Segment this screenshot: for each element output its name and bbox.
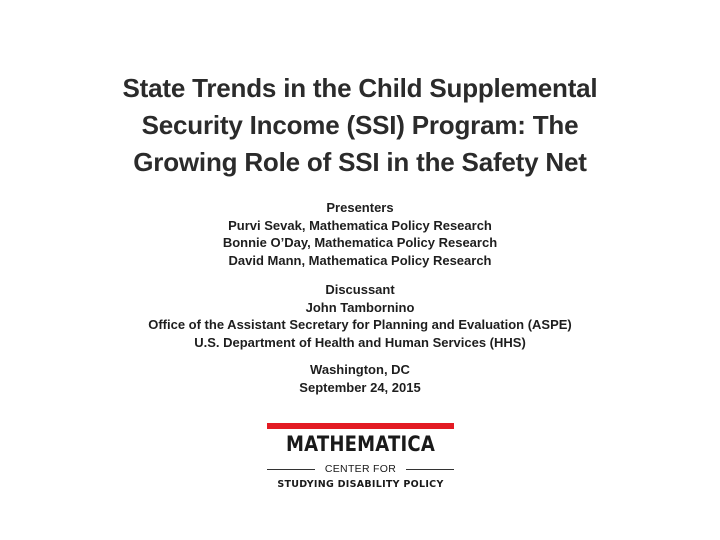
- mathematica-logo: [267, 423, 454, 495]
- location-date: September 24, 2015: [299, 379, 421, 395]
- discussant-affiliation-1: Office of the Assistant Secretary for Planning and Evaluation (ASPE): [148, 317, 572, 333]
- discussant-name: John Tambornino: [305, 299, 415, 315]
- logo-rule-left: [267, 469, 315, 470]
- presenter-2: Bonnie O’Day, Mathematica Policy Research: [222, 235, 498, 251]
- slide-title: [40, 70, 680, 181]
- discussant-affiliation-2: U.S. Department of Health and Human Services (HHS): [194, 334, 526, 350]
- presenters-section: [20, 199, 700, 269]
- logo-accent-bar: [267, 423, 454, 429]
- logo-rule-right: [406, 469, 454, 470]
- discussant-heading: Discussant: [325, 282, 395, 297]
- logo-wordmark: MATHEMATICA: [285, 432, 436, 456]
- logo-policy-text: STUDYING DISABILITY POLICY: [277, 479, 444, 490]
- location-section: [20, 361, 700, 396]
- location-city: Washington, DC: [310, 362, 410, 377]
- slide-title-line-2: Security Income (SSI) Program: The: [141, 110, 579, 140]
- presenter-1: Purvi Sevak, Mathematica Policy Research: [228, 217, 492, 233]
- slide-title-line-3: Growing Role of SSI in the Safety Net: [133, 147, 587, 177]
- logo-center-for-text: CENTER FOR: [324, 463, 397, 475]
- presenter-3: David Mann, Mathematica Policy Research: [228, 252, 492, 268]
- logo-center-for: [267, 462, 454, 476]
- slide-title-line-1: State Trends in the Child Supplemental: [122, 73, 598, 103]
- discussant-section: [20, 281, 700, 351]
- presenters-heading: Presenters: [326, 200, 394, 215]
